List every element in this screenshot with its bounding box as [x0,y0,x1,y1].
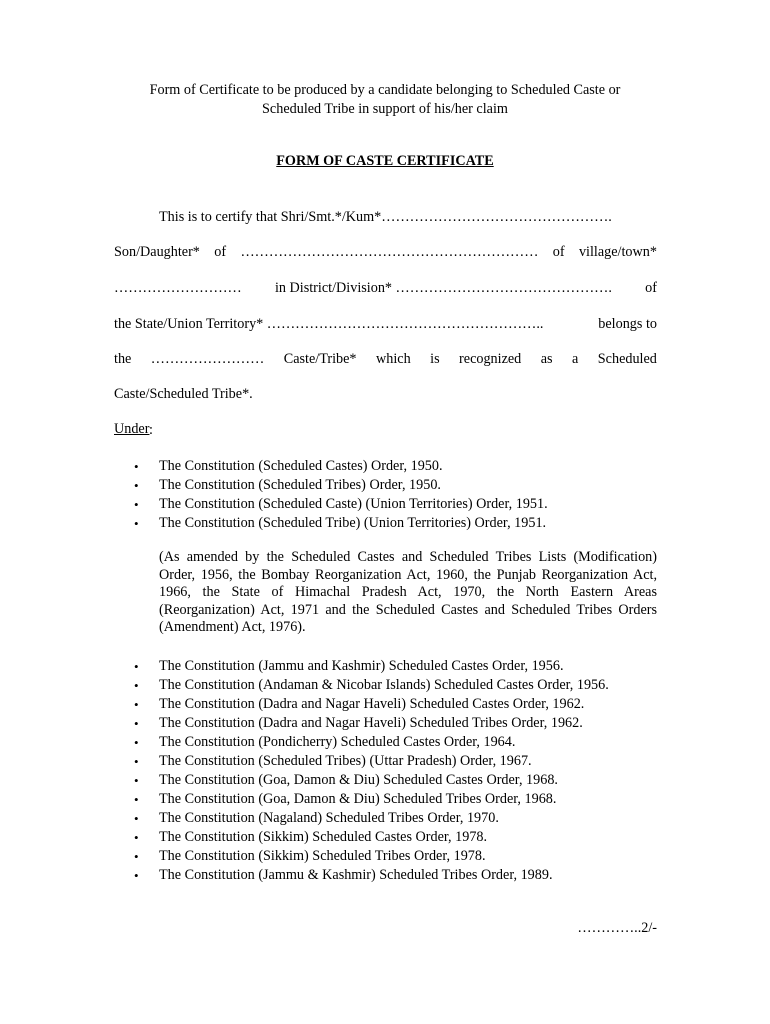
order-text: The Constitution (Dadra and Nagar Haveli) Scheduled Castes Order, 1962. [159,696,585,712]
orders-list-2 [114,657,674,885]
bullet-icon: • [134,697,139,712]
row5-part: is [430,351,440,367]
caste-tribe-line: Caste/Scheduled Tribe*. [114,386,253,402]
row3-part: of [645,280,657,296]
order-list-item [114,752,674,771]
order-text: The Constitution (Scheduled Castes) Order, 1950. [159,458,443,474]
row2-part: of [552,244,565,260]
order-text: The Constitution (Andaman & Nicobar Islands) Scheduled Castes Order, 1956. [159,677,609,693]
under-text: Under [114,421,150,437]
bullet-icon: • [134,811,139,826]
bullet-icon: • [134,459,139,474]
row5-part: Scheduled [597,351,657,367]
row5-part: recognized [459,351,522,367]
under-colon: : [149,422,153,438]
bullet-icon: • [134,773,139,788]
row2-part: Son/Daughter* [114,244,200,260]
row5-part: the [114,351,132,367]
caste-line [114,350,657,368]
order-list-item [114,695,674,714]
certificate-title: FORM OF CASTE CERTIFICATE [276,153,494,169]
order-list-item [114,514,674,533]
row5-part: a [572,351,579,367]
row5-part: which [375,351,411,367]
orders-list-1 [114,457,674,533]
order-text: The Constitution (Jammu and Kashmir) Scheduled Castes Order, 1956. [159,658,564,674]
row3-part: in District/Division* ………………………………………. [274,280,612,296]
order-text: The Constitution (Nagaland) Scheduled Tribes Order, 1970. [159,810,499,826]
row2-part: ……………………………………………………… [240,244,539,260]
order-list-item [114,771,674,790]
order-list-item [114,847,674,866]
bullet-icon: • [134,792,139,807]
bullet-icon: • [134,516,139,531]
order-list-item [114,733,674,752]
order-list-item [114,457,674,476]
order-list-item [114,476,674,495]
heading-line-2: Scheduled Tribe in support of his/her claim [262,101,508,117]
heading-line-1: Form of Certificate to be produced by a candidate belonging to Scheduled Caste or [149,82,621,98]
bullet-icon: • [134,497,139,512]
row2-part: of [214,244,227,260]
order-text: The Constitution (Scheduled Caste) (Union Territories) Order, 1951. [159,496,548,512]
order-text: The Constitution (Dadra and Nagar Haveli) Scheduled Tribes Order, 1962. [159,715,583,731]
order-text: The Constitution (Scheduled Tribe) (Union Territories) Order, 1951. [159,515,547,531]
order-list-item [114,676,674,695]
certify-line: This is to certify that Shri/Smt.*/Kum*…………………………………………. [159,209,612,225]
amendment-note: (As amended by the Scheduled Castes and Scheduled Tribes Lists (Modification) Order, 1956, the Bombay Reorganization Act, 1960, the Punjab Reorganization Act, 1966, the State of Himachal Pradesh Act, 1970, the North Eastern Areas (Reorganization) Act, 1971 and the Scheduled Castes and Scheduled Tribes Orders (Amendment) Act, 1976). [159,549,657,636]
bullet-icon: • [134,716,139,731]
order-text: The Constitution (Sikkim) Scheduled Castes Order, 1978. [159,829,488,845]
row5-part: as [540,351,553,367]
order-list-item [114,495,674,514]
bullet-icon: • [134,659,139,674]
order-text: The Constitution (Jammu & Kashmir) Scheduled Tribes Order, 1989. [159,867,553,883]
order-list-item [114,809,674,828]
bullet-icon: • [134,868,139,883]
form-heading [100,81,670,119]
bullet-icon: • [134,478,139,493]
page-continuation: …………..2/- [577,920,657,936]
row2-part: village/town* [578,244,657,260]
bullet-icon: • [134,849,139,864]
order-text: The Constitution (Goa, Damon & Diu) Scheduled Tribes Order, 1968. [159,791,557,807]
bullet-icon: • [134,754,139,769]
row5-part: …………………… [150,351,265,367]
order-text: The Constitution (Pondicherry) Scheduled Castes Order, 1964. [159,734,516,750]
district-line [114,279,657,297]
row3-part: ……………………… [114,280,242,296]
order-list-item [114,714,674,733]
order-list-item [114,790,674,809]
order-list-item [114,828,674,847]
state-line [114,315,657,333]
order-text: The Constitution (Scheduled Tribes) (Uttar Pradesh) Order, 1967. [159,753,532,769]
bullet-icon: • [134,735,139,750]
bullet-icon: • [134,678,139,693]
order-list-item [114,866,674,885]
order-text: The Constitution (Scheduled Tribes) Order, 1950. [159,477,441,493]
order-list-item [114,657,674,676]
row4-part: belongs to [598,316,657,332]
under-label [114,421,149,438]
row5-part: Caste/Tribe* [283,351,357,367]
order-text: The Constitution (Goa, Damon & Diu) Scheduled Castes Order, 1968. [159,772,558,788]
order-text: The Constitution (Sikkim) Scheduled Tribes Order, 1978. [159,848,486,864]
son-daughter-line [114,243,657,261]
bullet-icon: • [134,830,139,845]
row4-part: the State/Union Territory* ………………………………………………….. [114,316,544,332]
